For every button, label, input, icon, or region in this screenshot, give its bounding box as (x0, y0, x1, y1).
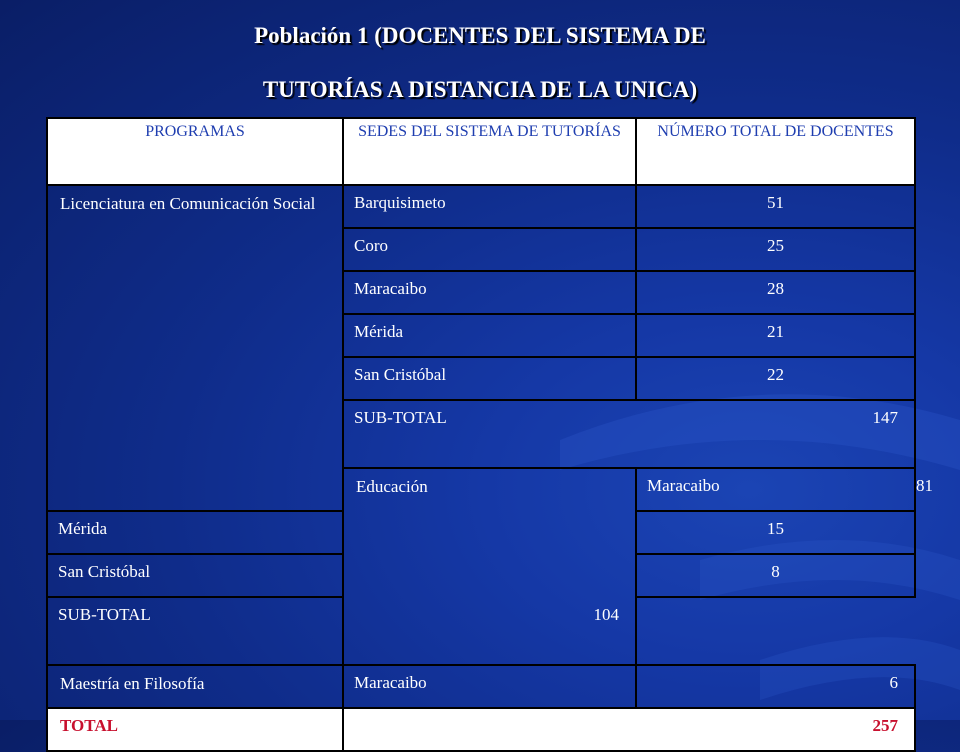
program-name: Educación (343, 468, 636, 665)
header-sedes: SEDES DEL SISTEMA DE TUTORÍAS (343, 118, 636, 185)
value-cell: 8 (636, 554, 915, 597)
value-cell: 25 (636, 228, 915, 271)
sede-cell: San Cristóbal (47, 554, 343, 597)
table-row (47, 665, 915, 708)
sede-cell: Mérida (343, 314, 636, 357)
header-programas: PROGRAMAS (47, 118, 343, 185)
subtotal-value: 104 (593, 605, 619, 624)
header-numero: NÚMERO TOTAL DE DOCENTES (636, 118, 915, 185)
slide-title (0, 22, 960, 104)
total-value: 257 (343, 708, 915, 751)
table-row: Educación Maracaibo 81 (47, 468, 915, 511)
sede-cell: Barquisimeto (343, 185, 636, 228)
program-name: Maestría en Filosofía (47, 665, 343, 708)
subtotal-label: SUB-TOTAL (354, 408, 447, 427)
sede-cell: Maracaibo (343, 271, 636, 314)
title-line-1: Población 1 (DOCENTES DEL SISTEMA DE (254, 23, 706, 48)
value-cell: 28 (636, 271, 915, 314)
sede-cell: Maracaibo (636, 468, 915, 511)
teachers-table (46, 117, 933, 752)
sede-cell: Mérida (47, 511, 343, 554)
subtotal-cell (343, 400, 915, 468)
sede-cell: Coro (343, 228, 636, 271)
subtotal-value: 147 (872, 408, 898, 427)
value-cell: 6 (636, 665, 915, 708)
title-line-2: TUTORÍAS A DISTANCIA DE LA UNICA) (262, 77, 698, 102)
value-cell: 15 (636, 511, 915, 554)
total-label: TOTAL (47, 708, 343, 751)
sede-cell: Maracaibo (343, 665, 636, 708)
subtotal-label: SUB-TOTAL (58, 605, 151, 624)
subtotal-row (47, 597, 915, 665)
value-cell: 51 (636, 185, 915, 228)
value-cell: 22 (636, 357, 915, 400)
table-row (47, 185, 915, 228)
table-header-row (47, 118, 915, 185)
total-row (47, 708, 915, 751)
program-name: Licenciatura en Comunicación Social (47, 185, 343, 511)
subtotal-cell (47, 597, 636, 665)
sede-cell: San Cristóbal (343, 357, 636, 400)
value-cell: 21 (636, 314, 915, 357)
